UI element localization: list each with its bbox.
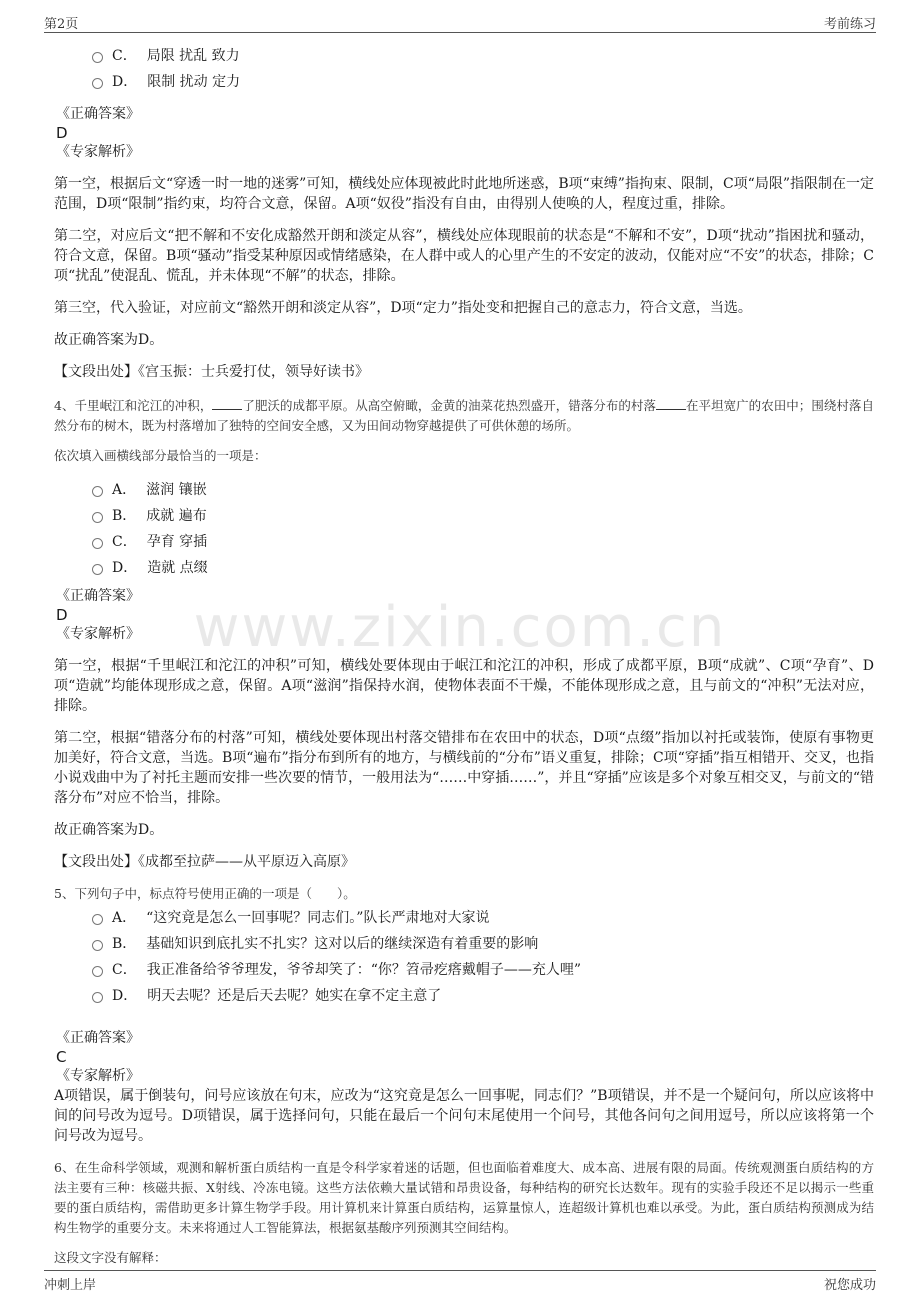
page-number: 第2页 bbox=[44, 17, 79, 32]
option-c[interactable]: C． 我正准备给爷爷理发，爷爷却笑了：“你？笤帚疙瘩戴帽子——充人哩” bbox=[92, 956, 874, 982]
analysis-paragraph: 第二空，根据“错落分布的村落”可知，横线处要体现出村落交错排布在农田中的状态，D项“点缀”指加以衬托或装饰，使原有事物更加美好，符合文意，当选。B项“遍布”指分布到所有的地方，与横线前的“分布”语义重复，排除；C项“穿插”指互相错开、交叉，也指小说戏曲中为了衬托主题而安排一些次要的情节，一般用法为“……中穿插……”，并且“穿插”应该是多个对象互相交叉，与前文的“错落分布”对应不恰当，排除。 bbox=[54, 730, 874, 806]
blank-line bbox=[656, 397, 686, 410]
analysis-paragraph: 第一空，根据后文“穿透一时一地的迷雾”可知，横线处应体现被此时此地所迷惑，B项“束缚”指拘束、限制，C项“局限”指限制在一定范围，D项“限制”指约束，均符合文意，保留。A项“奴役”指没有自由，由得别人使唤的人，程度过重，排除。 bbox=[54, 176, 874, 212]
analysis-label: 《专家解析》 bbox=[56, 144, 140, 160]
option-d[interactable]: D． 限制 扰动 定力 bbox=[92, 68, 874, 94]
footer-left: 冲刺上岸 bbox=[44, 1278, 97, 1293]
answer-label: 《正确答案》 bbox=[56, 1030, 140, 1046]
watermark: www.zixin.com.cn bbox=[193, 595, 727, 660]
question-4-prompt: 依次填入画横线部分最恰当的一项是： bbox=[54, 448, 267, 463]
option-a[interactable]: A． 滋润 镶嵌 bbox=[92, 476, 874, 502]
radio-icon[interactable] bbox=[92, 992, 103, 1003]
question-6-prompt: 这段文字没有解释： bbox=[54, 1250, 167, 1265]
radio-icon[interactable] bbox=[92, 914, 103, 925]
radio-icon[interactable] bbox=[92, 564, 103, 575]
blank-line bbox=[212, 397, 242, 410]
question-5-stem: 5、下列句子中，标点符号使用正确的一项是（ ）。 bbox=[54, 886, 356, 901]
radio-icon[interactable] bbox=[92, 966, 103, 977]
header-title: 考前练习 bbox=[823, 17, 876, 32]
conclusion: 故正确答案为D。 bbox=[54, 332, 164, 348]
footer-right: 祝您成功 bbox=[823, 1278, 876, 1293]
document-content bbox=[54, 40, 874, 1268]
passage-source: 【文段出处】《成都至拉萨——从平原迈入高原》 bbox=[54, 854, 355, 870]
option-c[interactable]: C． 局限 扰乱 致力 bbox=[92, 42, 874, 68]
option-a[interactable]: A． “这究竟是怎么一回事呢？同志们。”队长严肃地对大家说 bbox=[92, 904, 874, 930]
answer-label: 《正确答案》 bbox=[56, 588, 140, 604]
answer-value: D bbox=[56, 606, 68, 624]
conclusion: 故正确答案为D。 bbox=[54, 822, 164, 838]
page-header bbox=[44, 10, 876, 33]
option-b[interactable]: B． 基础知识到底扎实不扎实？这对以后的继续深造有着重要的影响 bbox=[92, 930, 874, 956]
passage-source: 【文段出处】《宫玉振：士兵爱打仗，领导好读书》 bbox=[54, 364, 369, 380]
answer-label: 《正确答案》 bbox=[56, 106, 140, 122]
radio-icon[interactable] bbox=[92, 78, 103, 89]
page-footer bbox=[44, 1270, 876, 1293]
analysis-paragraph: 第二空，对应后文“把不解和不安化成豁然开朗和淡定从容”，横线处应体现眼前的状态是“不解和不安”，D项“扰动”指困扰和骚动，符合文意，保留。B项“骚动”指受某种原因或情绪感染，在人群中或人的心里产生的不安定的波动，仅能对应“不安”的状态，排除；C项“扰乱”使混乱、慌乱，并未体现“不解”的状态，排除。 bbox=[54, 228, 874, 284]
analysis-label: 《专家解析》 bbox=[56, 626, 140, 642]
analysis-paragraph: 第一空，根据“千里岷江和沱江的冲积”可知，横线处要体现由于岷江和沱江的冲积，形成了成都平原，B项“成就”、C项“孕育”、D项“造就”均能体现形成之意，保留。A项“滋润”指保持水润，使物体表面不干燥，不能体现形成之意，且与前文的“冲积”无法对应，排除。 bbox=[54, 658, 874, 714]
question-4-stem: 4、千里岷江和沱江的冲积， 了肥沃的成都平原。从高空俯瞰，金黄的油菜花热烈盛开，错落分布的村落 在平坦宽广的农田中；围绕村落自然分布的树木，既为村落增加了独特的空间安全感，又为田间动物穿越提供了可供休憩的场所。 bbox=[54, 398, 874, 433]
option-c[interactable]: C． 孕育 穿插 bbox=[92, 528, 874, 554]
answer-value: C bbox=[56, 1048, 67, 1066]
analysis-paragraph: A项错误，属于倒装句，问号应该放在句末，应改为“这究竟是怎么一回事呢，同志们？”B项错误，并不是一个疑问句，所以应该将中间的问号改为逗号。D项错误，属于选择问句，只能在最后一个问句末尾使用一个问号，其他各问句之间用逗号，所以应该将第一个问号改为逗号。 bbox=[54, 1088, 874, 1144]
radio-icon[interactable] bbox=[92, 52, 103, 63]
radio-icon[interactable] bbox=[92, 538, 103, 549]
option-d[interactable]: D． 明天去呢？还是后天去呢？她实在拿不定主意了 bbox=[92, 982, 874, 1008]
analysis-label: 《专家解析》 bbox=[56, 1068, 140, 1084]
answer-value: D bbox=[56, 124, 68, 142]
option-d[interactable]: D． 造就 点缀 bbox=[92, 554, 874, 580]
analysis-paragraph: 第三空，代入验证，对应前文“豁然开朗和淡定从容”，D项“定力”指处变和把握自己的意志力，符合文意，当选。 bbox=[54, 300, 752, 316]
radio-icon[interactable] bbox=[92, 512, 103, 523]
radio-icon[interactable] bbox=[92, 486, 103, 497]
option-b[interactable]: B． 成就 遍布 bbox=[92, 502, 874, 528]
question-6-stem: 6、在生命科学领域，观测和解析蛋白质结构一直是令科学家着迷的话题，但也面临着难度大、成本高、进展有限的局面。传统观测蛋白质结构的方法主要有三种：核磁共振、X射线、冷冻电镜。这些方法依赖大量试错和昂贵设备，每种结构的研究长达数年。现有的实验手段还不足以揭示一些重要的蛋白质结构，需借助更多计算生物学手段。用计算机来计算蛋白质结构，运算量惊人，连超级计算机也难以承受。为此，蛋白质结构预测成为结构生物学的重要分支。未来将通过人工智能算法，根据氨基酸序列预测其空间结构。 bbox=[54, 1160, 874, 1235]
radio-icon[interactable] bbox=[92, 940, 103, 951]
